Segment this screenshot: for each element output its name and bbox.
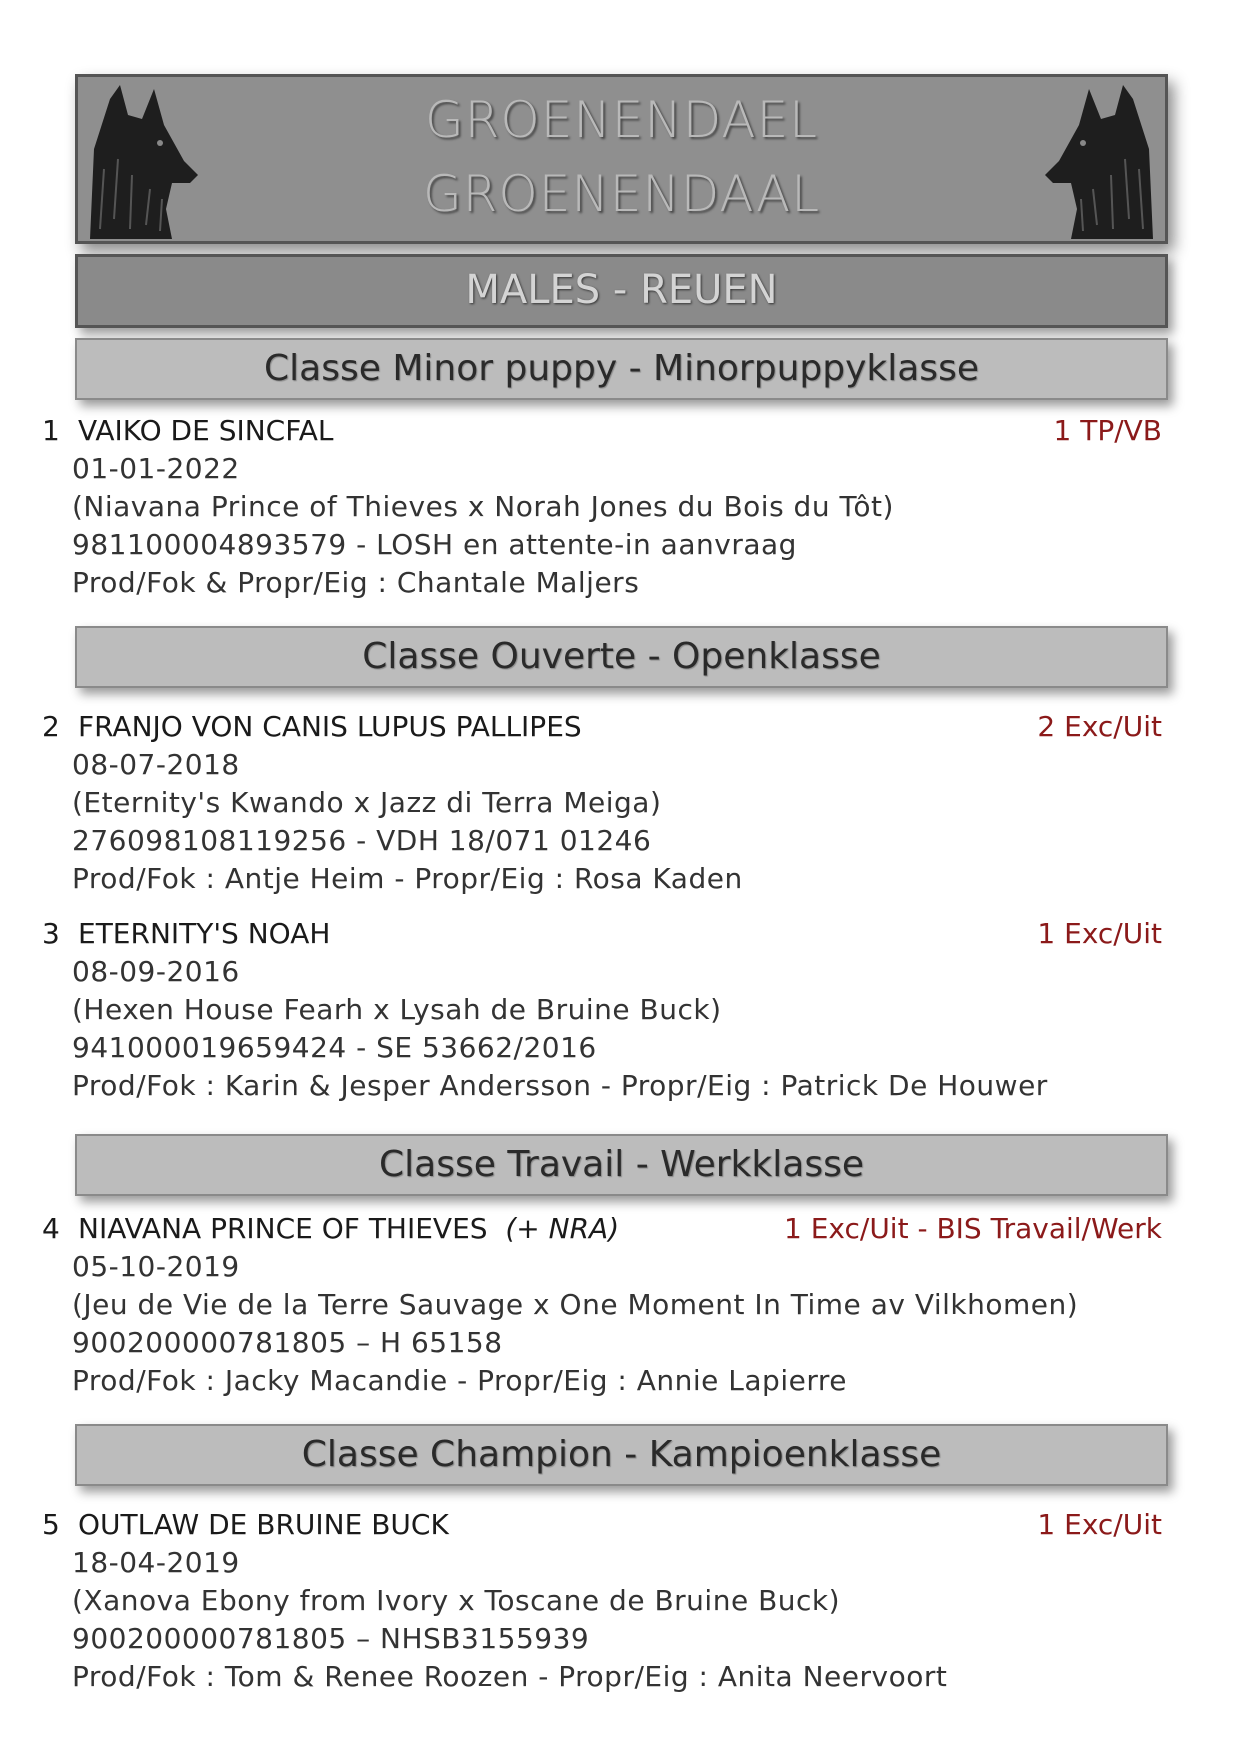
class-header: Classe Minor puppy - Minorpuppyklasse xyxy=(75,338,1168,400)
birth-date: 18-04-2019 xyxy=(72,1546,240,1579)
identification: 941000019659424 - SE 53662/2016 xyxy=(72,1031,597,1064)
parents: (Eternity's Kwando x Jazz di Terra Meiga) xyxy=(72,786,662,819)
section-header: MALES - REUEN xyxy=(75,254,1168,328)
entry xyxy=(42,708,1162,898)
identification: 981100004893579 - LOSH en attente-in aanvraag xyxy=(72,528,797,561)
dog-name: OUTLAW DE BRUINE BUCK xyxy=(78,1508,449,1541)
class-header: Classe Travail - Werkklasse xyxy=(75,1134,1168,1196)
entry xyxy=(42,412,1162,602)
identification: 900200000781805 – NHSB3155939 xyxy=(72,1622,590,1655)
entry-number: 5 xyxy=(42,1508,60,1541)
owners: Prod/Fok : Jacky Macandie - Propr/Eig : Annie Lapierre xyxy=(72,1364,847,1397)
entry xyxy=(42,1506,1162,1696)
parents: (Jeu de Vie de la Terre Sauvage x One Moment In Time av Vilkhomen) xyxy=(72,1288,1079,1321)
birth-date: 08-07-2018 xyxy=(72,748,240,781)
entry-number: 2 xyxy=(42,710,60,743)
dog-name: ETERNITY'S NOAH xyxy=(78,917,331,950)
identification: 276098108119256 - VDH 18/071 01246 xyxy=(72,824,652,857)
dog-name: VAIKO DE SINCFAL xyxy=(78,414,334,447)
entry xyxy=(42,1210,1162,1400)
award: 1 Exc/Uit xyxy=(1037,917,1162,950)
breed-title-fr: GROENENDAEL xyxy=(424,91,819,149)
entry-number: 4 xyxy=(42,1212,60,1245)
entry-number: 3 xyxy=(42,917,60,950)
award: 1 Exc/Uit xyxy=(1037,1508,1162,1541)
dog-name: FRANJO VON CANIS LUPUS PALLIPES xyxy=(78,710,582,743)
entry-number: 1 xyxy=(42,414,60,447)
birth-date: 01-01-2022 xyxy=(72,452,240,485)
owners: Prod/Fok : Tom & Renee Roozen - Propr/Eig : Anita Neervoort xyxy=(72,1660,948,1693)
owners: Prod/Fok & Propr/Eig : Chantale Maljers xyxy=(72,566,640,599)
owners: Prod/Fok : Antje Heim - Propr/Eig : Rosa Kaden xyxy=(72,862,743,895)
parents: (Hexen House Fearh x Lysah de Bruine Buck) xyxy=(72,993,722,1026)
dog-name: NIAVANA PRINCE OF THIEVES (+ NRA) xyxy=(78,1212,620,1245)
class-header: Classe Ouverte - Openklasse xyxy=(75,626,1168,688)
class-header: Classe Champion - Kampioenklasse xyxy=(75,1424,1168,1486)
entry xyxy=(42,915,1162,1105)
nra-note: (+ NRA) xyxy=(505,1212,620,1245)
award: 1 TP/VB xyxy=(1053,414,1162,447)
parents: (Niavana Prince of Thieves x Norah Jones du Bois du Tôt) xyxy=(72,490,894,523)
award: 1 Exc/Uit - BIS Travail/Werk xyxy=(784,1212,1162,1245)
birth-date: 08-09-2016 xyxy=(72,955,240,988)
owners: Prod/Fok : Karin & Jesper Andersson - Propr/Eig : Patrick De Houwer xyxy=(72,1069,1048,1102)
identification: 900200000781805 – H 65158 xyxy=(72,1326,503,1359)
title-banner xyxy=(75,74,1168,244)
award: 2 Exc/Uit xyxy=(1037,710,1162,743)
parents: (Xanova Ebony from Ivory x Toscane de Bruine Buck) xyxy=(72,1584,841,1617)
breed-title-nl: GROENENDAAL xyxy=(422,165,821,223)
birth-date: 05-10-2019 xyxy=(72,1250,240,1283)
